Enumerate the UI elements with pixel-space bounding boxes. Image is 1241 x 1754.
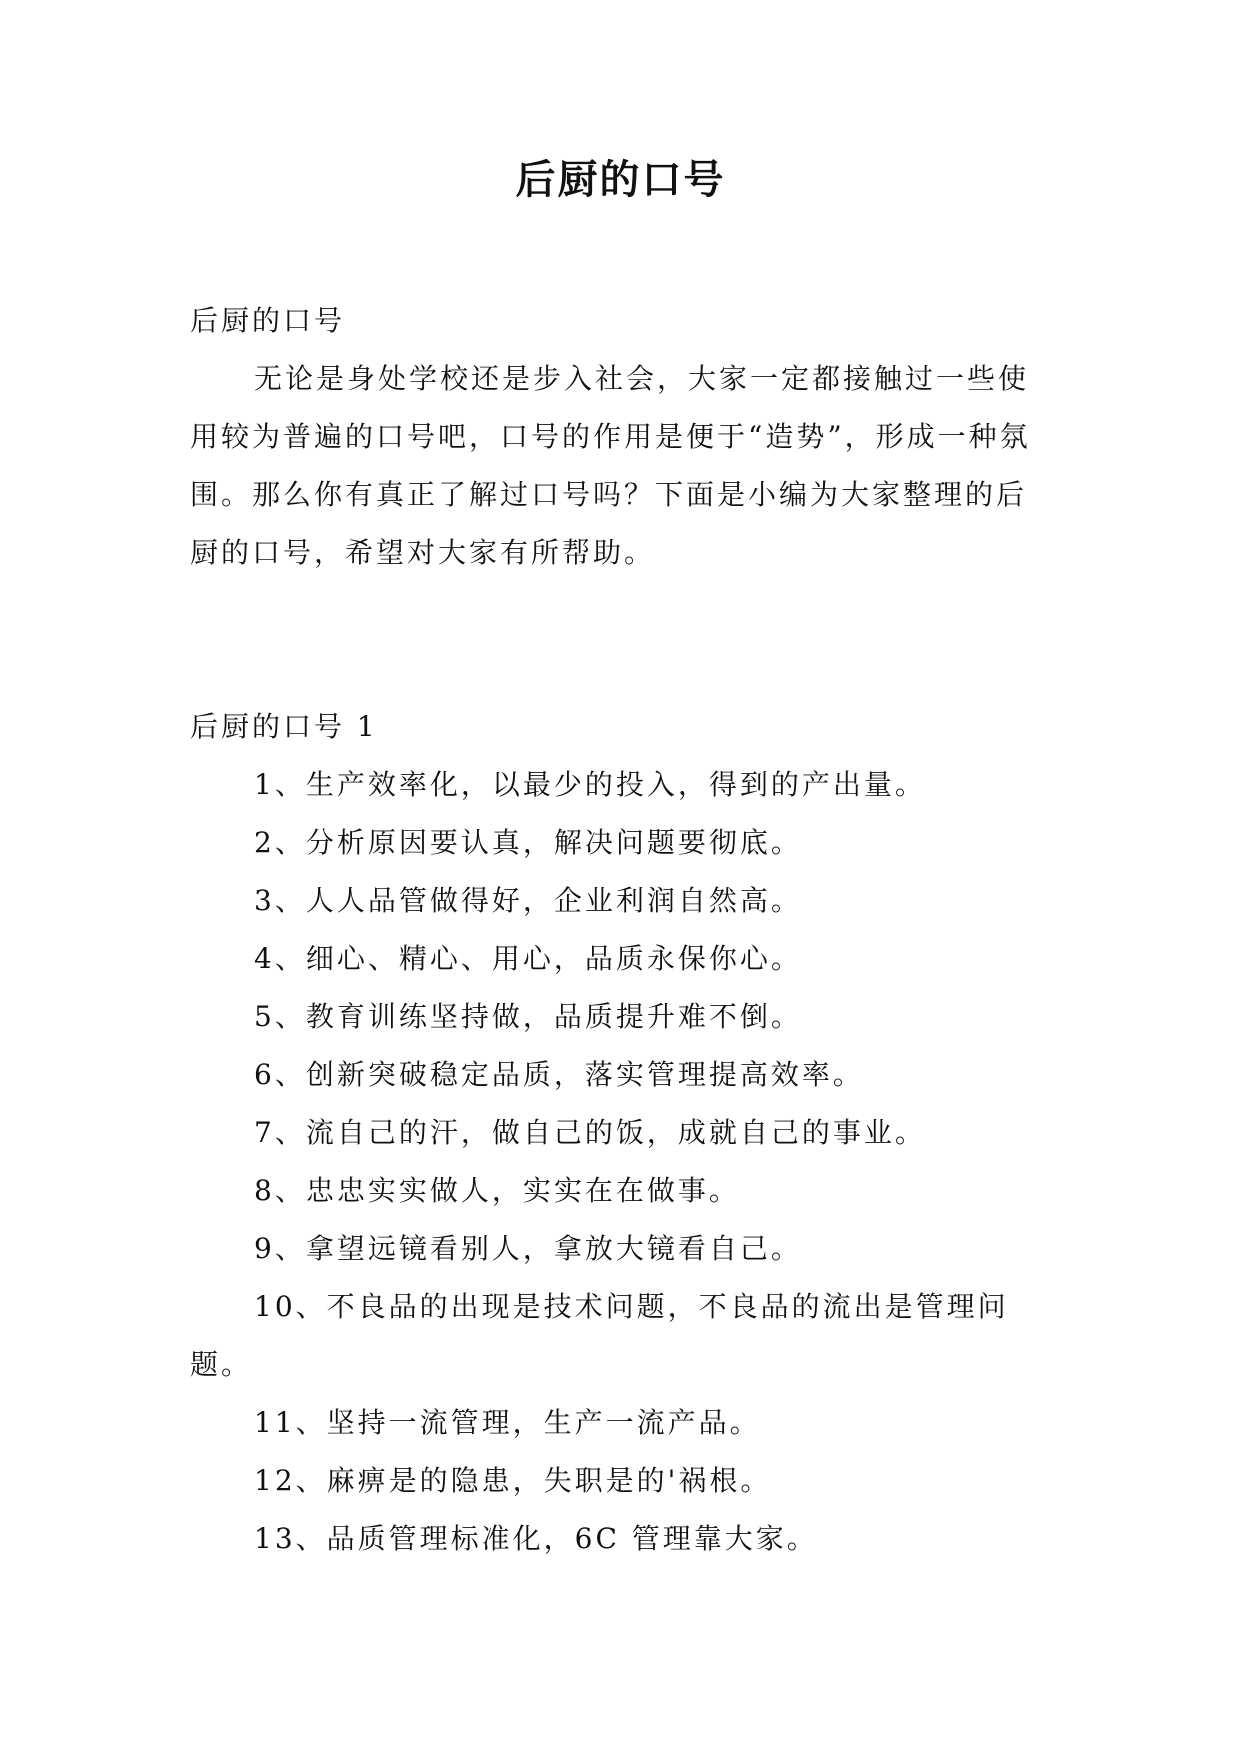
- list-item: 7、流自己的汗，做自己的饭，成就自己的事业。: [254, 1116, 926, 1149]
- list-item: 5、教育训练坚持做，品质提升难不倒。: [254, 1000, 802, 1033]
- list-item: 11、坚持一流管理，生产一流产品。: [254, 1406, 761, 1439]
- intro-heading: 后厨的口号: [190, 304, 346, 337]
- list-item: 3、人人品管做得好，企业利润自然高。: [254, 884, 802, 917]
- list-item: 6、创新突破稳定品质，落实管理提高效率。: [254, 1058, 864, 1091]
- list-item: 8、忠忠实实做人，实实在在做事。: [254, 1174, 740, 1207]
- list-item: 12、麻痹是的隐患，失职是的'祸根。: [254, 1464, 772, 1497]
- list-item: 9、拿望远镜看别人，拿放大镜看自己。: [254, 1232, 802, 1265]
- list-item: 10、不良品的出现是技术问题，不良品的流出是管理问题。: [190, 1290, 1009, 1381]
- section-heading: 后厨的口号 1: [190, 710, 378, 743]
- list-item: 1、生产效率化，以最少的投入，得到的产出量。: [254, 768, 926, 801]
- list-item: 2、分析原因要认真，解决问题要彻底。: [254, 826, 802, 859]
- list-item: 13、品质管理标准化，6C 管理靠大家。: [254, 1522, 818, 1555]
- intro-paragraph: 无论是身处学校还是步入社会，大家一定都接触过一些使用较为普遍的口号吧，口号的作用是便于“造势”，形成一种氛围。那么你有真正了解过口号吗？下面是小编为大家整理的后厨的口号，希望对大家有所帮助。: [190, 362, 1031, 569]
- document-body: [190, 292, 1052, 1568]
- section-spacer: [190, 582, 1052, 698]
- page-title: 后厨的口号: [515, 157, 726, 203]
- list-item: 4、细心、精心、用心，品质永保你心。: [254, 942, 802, 975]
